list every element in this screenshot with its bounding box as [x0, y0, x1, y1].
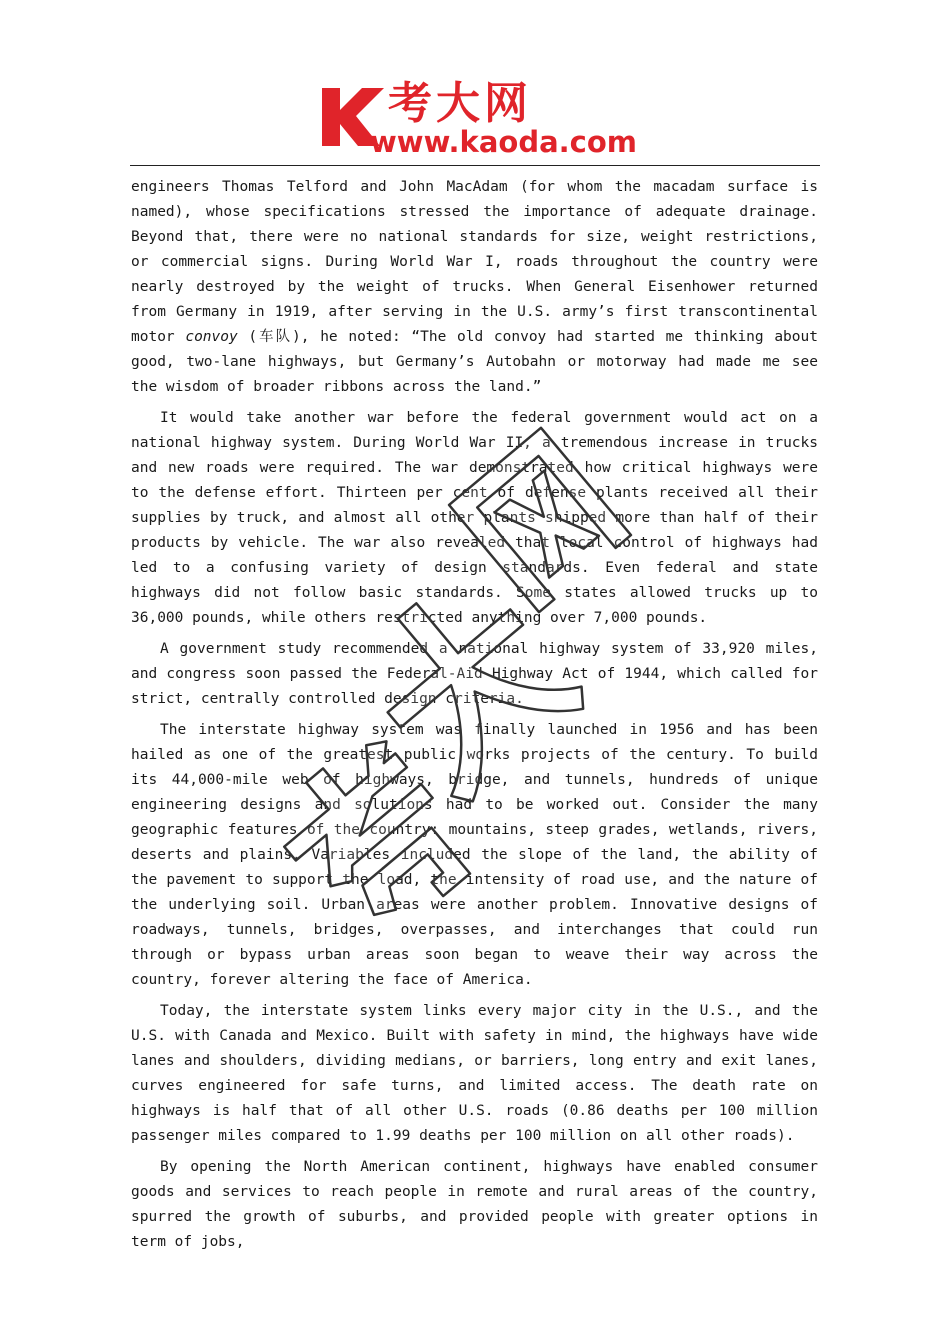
- paragraph-3: A government study recommended a national highway system of 33,920 miles, and congress soon passed the Federal-Aid Highway Act of 1944, which called for strict, centrally controlled design criteria.: [131, 641, 818, 707]
- paragraph-5: Today, the interstate system links every major city in the U.S., and the U.S. with Canada and Mexico. Built with safety in mind, the highways have wide lanes and shoulders, dividing medians, or barriers, long entry and exit lanes, curves engineered for safe turns, and limited access. The death rate on highways is half that of all other U.S. roads (0.86 deaths per 100 million passenger miles compared to 1.99 deaths per 100 million on all other roads).: [131, 1003, 818, 1144]
- paragraph-6: By opening the North American continent, highways have enabled consumer goods and services to reach people in remote and rural areas of the country, spurred the growth of suburbs, and provided people with greater options in term of jobs,: [131, 1159, 818, 1250]
- paragraph-2: It would take another war before the federal government would act on a national highway system. During World War II, a tremendous increase in trucks and new roads were required. The war demonstrated how critical highways were to the defense effort. Thirteen per cent of defense plants received all their supplies by truck, and almost all other plants shipped more than half of their products by vehicle. The war also revealed that local control of highways had led to a confusing variety of design standards. Even federal and state highways did not follow basic standards. Some states allowed trucks up to 36,000 pounds, while others restricted anything over 7,000 pounds.: [131, 410, 818, 626]
- header-divider: [130, 165, 820, 166]
- kaoda-logo: [318, 80, 648, 160]
- logo-url-text: www.kaoda.com: [370, 125, 637, 159]
- article-body: [131, 175, 818, 1261]
- convoy-term: convoy: [185, 329, 238, 345]
- paragraph-4: The interstate highway system was finally launched in 1956 and has been hailed as one of the greatest public works projects of the century. To build its 44,000-mile web of highways, bridge, and tunnels, hundreds of unique engineering designs and solutions had to be worked out. Consider the many geographic features of the country: mountains, steep grades, wetlands, rivers, deserts and plains. Variables included the slope of the land, the ability of the pavement to support the load, the intensity of road use, and the nature of the underlying soil. Urban areas were another problem. Innovative designs of roadways, tunnels, bridges, overpasses, and interchanges that could run through or bypass urban areas soon began to weave their way across the country, forever altering the face of America.: [131, 722, 818, 988]
- logo-chinese-text: 考大网: [388, 78, 532, 129]
- paragraph-1: engineers Thomas Telford and John MacAdam (for whom the macadam surface is named), whose specifications stressed the importance of adequate drainage. Beyond that, there were no national standards for size, weight restrictions, or commercial signs. During World War I, roads throughout the country were nearly destroyed by the weight of trucks. When General Eisenhower returned from Germany in 1919, after serving in the U.S. army’s first transcontinental motor convoy (车队), he noted: “The old convoy had started me thinking about good, two-lane highways, but Germany’s Autobahn or motorway had made me see the wisdom of broader ribbons across the land.”: [131, 179, 818, 395]
